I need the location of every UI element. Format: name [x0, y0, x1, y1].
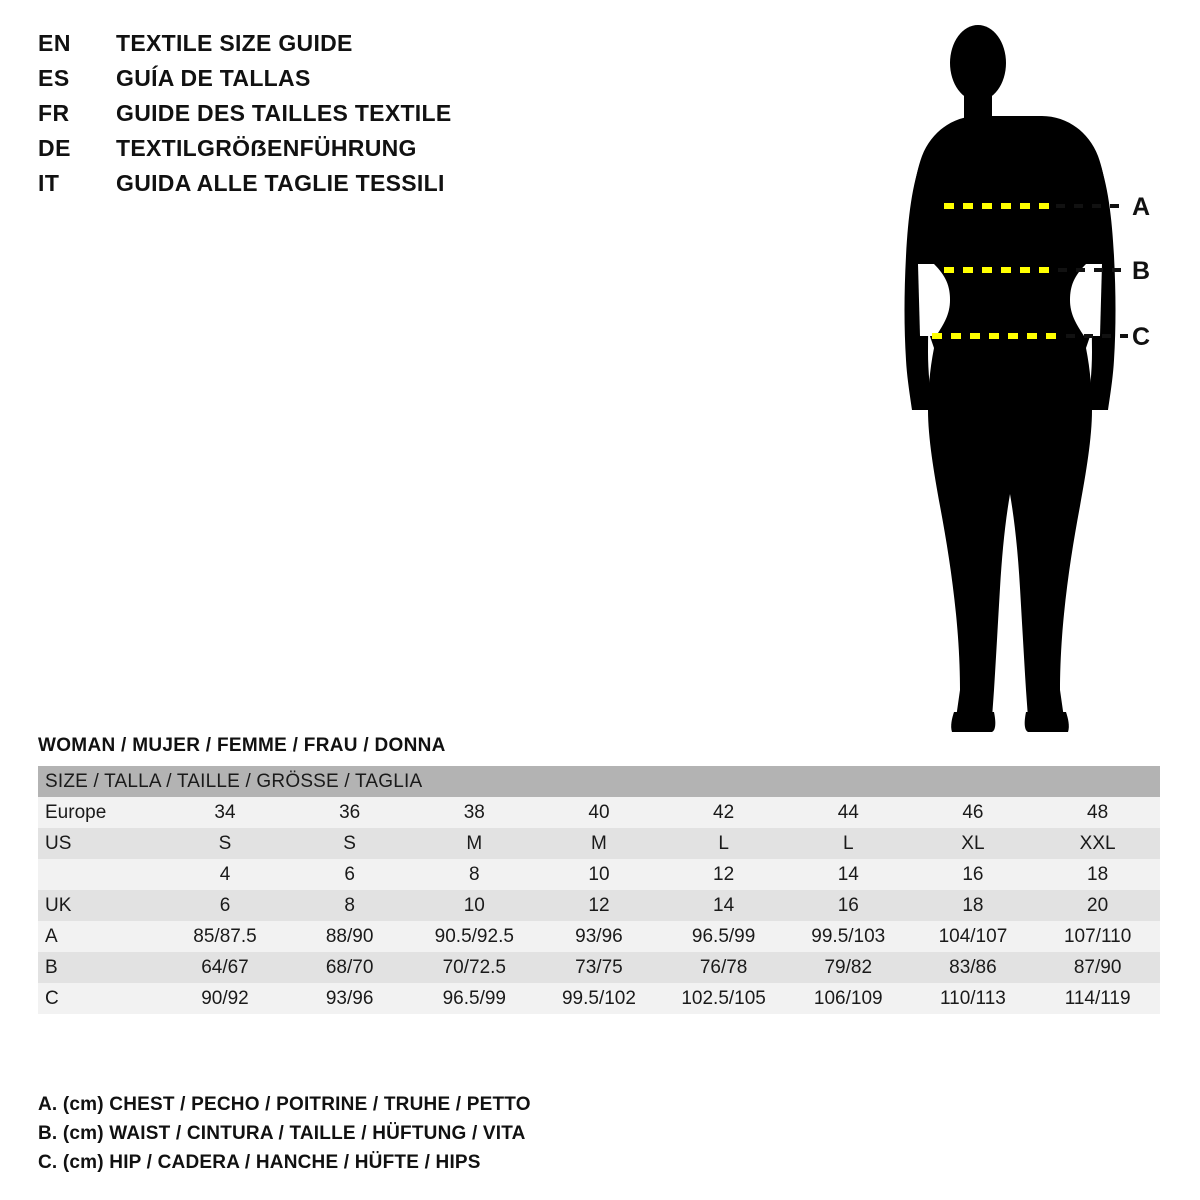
cell-uk-4: 14	[661, 890, 786, 921]
title-lang-fr: FR	[38, 100, 70, 126]
title-text-de: TEXTILGRÖẞENFÜHRUNG	[116, 135, 417, 161]
gender-label: WOMAN / MUJER / FEMME / FRAU / DONNA	[38, 735, 446, 756]
size-table	[38, 766, 1160, 1014]
cell-us-2: M	[412, 828, 537, 859]
cell-usnum-4: 12	[661, 859, 786, 890]
title-lang-de: DE	[38, 135, 71, 161]
cell-a-0: 85/87.5	[163, 921, 288, 952]
title-text-fr: GUIDE DES TAILLES TEXTILE	[116, 100, 452, 126]
cell-a-1: 88/90	[287, 921, 412, 952]
cell-europe-2: 38	[412, 797, 537, 828]
title-row-en	[38, 30, 678, 65]
title-row-es	[38, 65, 678, 100]
table-row	[38, 828, 1160, 859]
cell-a-3: 93/96	[537, 921, 662, 952]
title-lang-en: EN	[38, 30, 71, 56]
row-label-b: B	[38, 952, 163, 983]
measure-label-a: A	[1132, 193, 1151, 221]
cell-uk-5: 16	[786, 890, 911, 921]
row-label-europe: Europe	[38, 797, 163, 828]
title-block	[38, 30, 678, 205]
row-label-us: US	[38, 828, 163, 859]
cell-europe-1: 36	[287, 797, 412, 828]
row-label-uk: UK	[38, 890, 163, 921]
cell-usnum-0: 4	[163, 859, 288, 890]
cell-uk-3: 12	[537, 890, 662, 921]
cell-usnum-3: 10	[537, 859, 662, 890]
figure-panel	[860, 18, 1190, 738]
cell-b-7: 87/90	[1035, 952, 1160, 983]
cell-c-7: 114/119	[1035, 983, 1160, 1014]
row-label-us-numeric	[38, 859, 163, 890]
table-header-label: SIZE / TALLA / TAILLE / GRÖSSE / TAGLIA	[38, 766, 1160, 797]
cell-usnum-6: 16	[911, 859, 1036, 890]
cell-us-4: L	[661, 828, 786, 859]
cell-us-5: L	[786, 828, 911, 859]
cell-c-1: 93/96	[287, 983, 412, 1014]
cell-c-6: 110/113	[911, 983, 1036, 1014]
cell-c-4: 102.5/105	[661, 983, 786, 1014]
title-row-it	[38, 170, 678, 205]
cell-usnum-5: 14	[786, 859, 911, 890]
table-row	[38, 921, 1160, 952]
cell-uk-7: 20	[1035, 890, 1160, 921]
cell-uk-2: 10	[412, 890, 537, 921]
table-row	[38, 952, 1160, 983]
cell-europe-7: 48	[1035, 797, 1160, 828]
row-label-a: A	[38, 921, 163, 952]
cell-europe-0: 34	[163, 797, 288, 828]
female-body-silhouette	[860, 18, 1190, 738]
legend-line-c: C. (cm) HIP / CADERA / HANCHE / HÜFTE / HIPS	[38, 1152, 481, 1173]
measure-label-c: C	[1132, 323, 1151, 351]
title-lang-es: ES	[38, 65, 70, 91]
cell-a-2: 90.5/92.5	[412, 921, 537, 952]
cell-uk-0: 6	[163, 890, 288, 921]
cell-us-6: XL	[911, 828, 1036, 859]
table-row	[38, 859, 1160, 890]
title-text-en: TEXTILE SIZE GUIDE	[116, 30, 353, 56]
title-text-it: GUIDA ALLE TAGLIE TESSILI	[116, 170, 445, 196]
cell-a-7: 107/110	[1035, 921, 1160, 952]
legend-line-a: A. (cm) CHEST / PECHO / POITRINE / TRUHE / PETTO	[38, 1094, 531, 1115]
row-label-c: C	[38, 983, 163, 1014]
cell-b-1: 68/70	[287, 952, 412, 983]
legend-line-b: B. (cm) WAIST / CINTURA / TAILLE / HÜFTUNG / VITA	[38, 1123, 526, 1144]
table-row	[38, 890, 1160, 921]
cell-usnum-2: 8	[412, 859, 537, 890]
cell-uk-1: 8	[287, 890, 412, 921]
cell-us-3: M	[537, 828, 662, 859]
cell-b-0: 64/67	[163, 952, 288, 983]
cell-b-6: 83/86	[911, 952, 1036, 983]
cell-c-5: 106/109	[786, 983, 911, 1014]
table-row	[38, 983, 1160, 1014]
measure-label-b: B	[1132, 257, 1151, 285]
cell-europe-3: 40	[537, 797, 662, 828]
cell-a-4: 96.5/99	[661, 921, 786, 952]
title-row-de	[38, 135, 678, 170]
cell-us-7: XXL	[1035, 828, 1160, 859]
cell-b-2: 70/72.5	[412, 952, 537, 983]
cell-uk-6: 18	[911, 890, 1036, 921]
cell-us-0: S	[163, 828, 288, 859]
cell-c-3: 99.5/102	[537, 983, 662, 1014]
cell-c-2: 96.5/99	[412, 983, 537, 1014]
title-text-es: GUÍA DE TALLAS	[116, 65, 311, 91]
cell-europe-6: 46	[911, 797, 1036, 828]
measurement-legend	[38, 1090, 838, 1177]
title-lang-it: IT	[38, 170, 60, 196]
cell-europe-4: 42	[661, 797, 786, 828]
cell-a-6: 104/107	[911, 921, 1036, 952]
cell-b-5: 79/82	[786, 952, 911, 983]
cell-b-4: 76/78	[661, 952, 786, 983]
table-header-row	[38, 766, 1160, 797]
cell-b-3: 73/75	[537, 952, 662, 983]
title-row-fr	[38, 100, 678, 135]
cell-a-5: 99.5/103	[786, 921, 911, 952]
table-row	[38, 797, 1160, 828]
cell-usnum-7: 18	[1035, 859, 1160, 890]
cell-us-1: S	[287, 828, 412, 859]
cell-usnum-1: 6	[287, 859, 412, 890]
cell-c-0: 90/92	[163, 983, 288, 1014]
cell-europe-5: 44	[786, 797, 911, 828]
size-table-section	[38, 735, 1160, 1014]
